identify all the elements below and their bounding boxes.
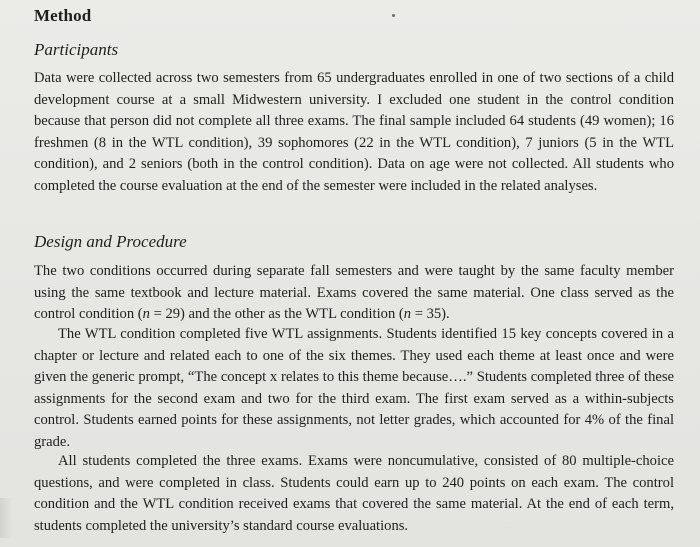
method-heading: Method (34, 6, 92, 25)
stray-mark (392, 14, 395, 17)
n-symbol: n (403, 306, 412, 323)
design-p1-text-c: = 35). (411, 306, 450, 323)
participants-paragraph: Data were collected across two semesters from 65 undergraduates enrolled in one of two sections of a child development course at a small Midwestern university. I excluded one student in the control condition because that person did not complete all three exams. The final sample included 64 students (49 women); 16 freshmen (8 in the WTL condition), 39 sophomores (22 in the WTL condition), 7 juniors (5 in the WTL condition), and 2 seniors (both in the control condition). Data on age were not collected. All students who completed the course evaluation at the end of the semester were included in the related analyses. (34, 70, 674, 194)
design-paragraph-1 (34, 261, 674, 326)
design-paragraph-3: All students completed the three exams. Exams were noncumulative, consisted of 80 multiple-choice questions, and were completed in class. Students could earn up to 240 points on each exam. The control condition and the WTL condition received exams that covered the same material. At the end of each term, students completed the university’s standard course evaluations. (34, 453, 674, 534)
participants-heading: Participants (34, 40, 119, 59)
design-paragraph-2: The WTL condition completed five WTL assignments. Students identified 15 key concepts covered in a chapter or lecture and related each to one of the six themes. They used each theme at least once and were given the generic prompt, “The concept x relates to this theme because….” Students completed three of these assignments for the second exam and two for the third exam. The first exam served as a within-subjects control. Students earned points for these assignments, not letter grades, which accounted for 4% of the final grade. (34, 326, 674, 450)
design-procedure-heading: Design and Procedure (34, 232, 187, 251)
design-p1-text-a: The two conditions occurred during separate fall semesters and were taught by the same faculty member using the same textbook and lecture material. Exams covered the same material. One class served as the control condition ( (34, 263, 674, 323)
design-p1-text-b: = 29) and the other as the WTL condition ( (149, 306, 404, 323)
n-symbol: n (142, 306, 150, 323)
edge-shadow (0, 498, 12, 538)
